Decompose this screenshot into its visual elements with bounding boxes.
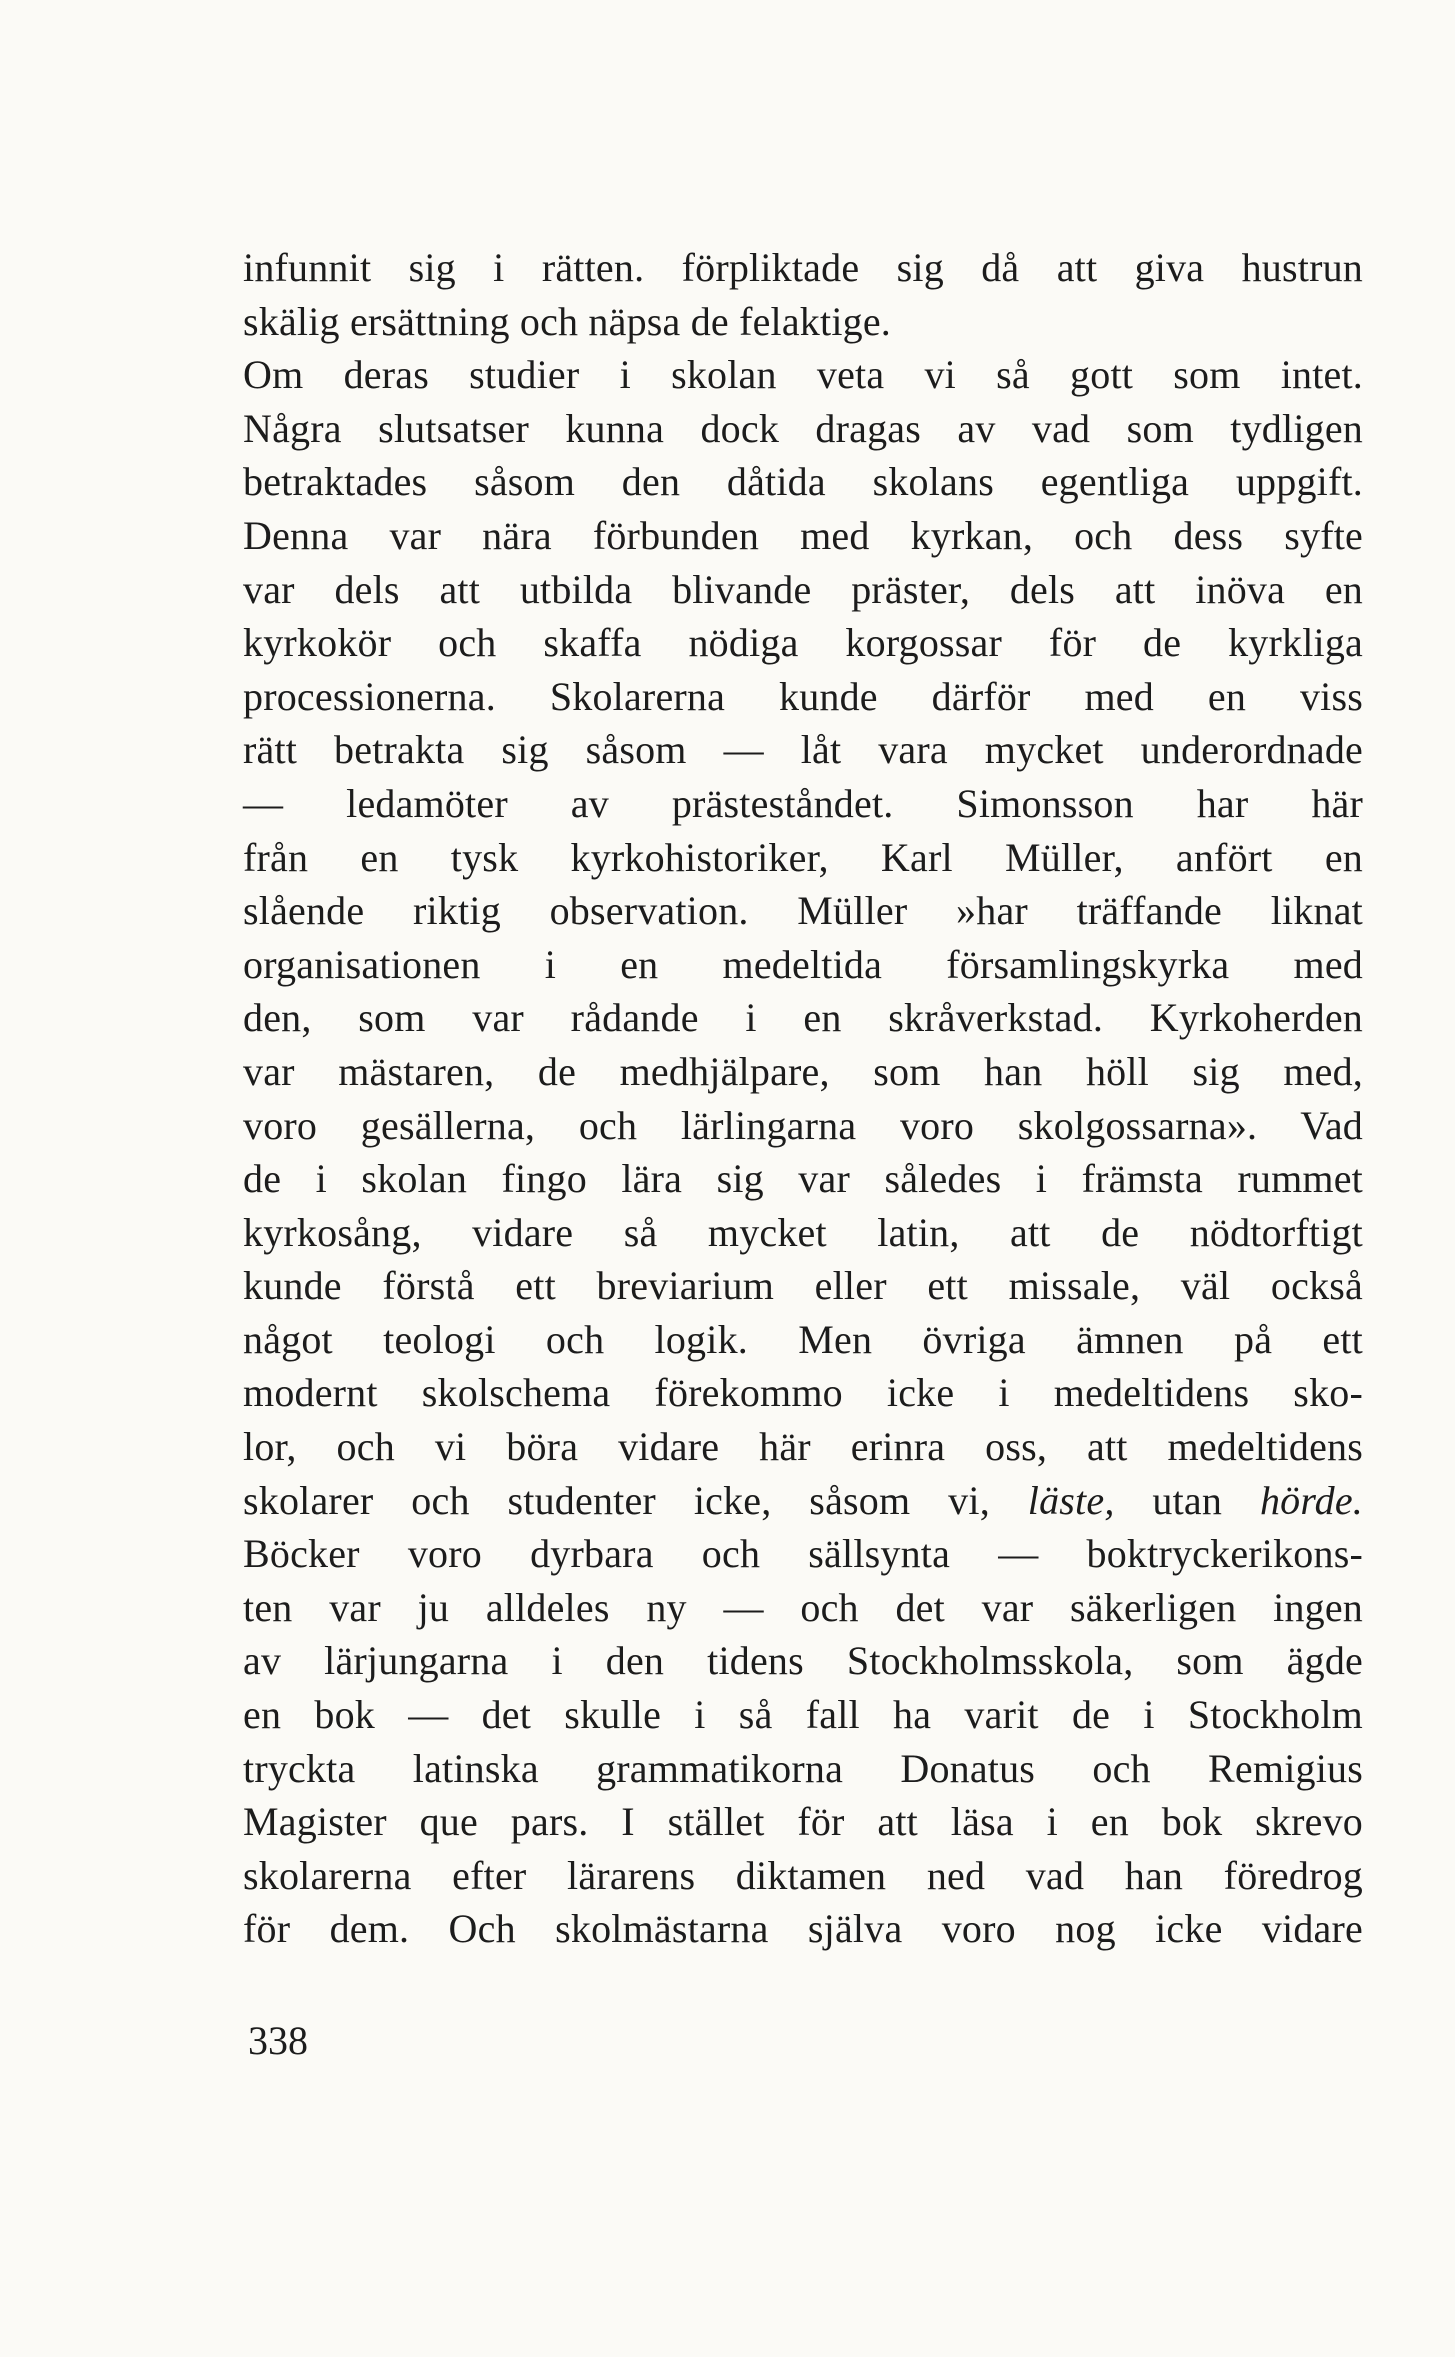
text-line: den, som var rådande i en skråverkstad. Kyrkoherden xyxy=(243,995,1363,1041)
text-line: Böcker voro dyrbara och sällsynta — boktryckerikons- xyxy=(243,1531,1363,1577)
text-line: Magister que pars. I stället för att läsa i en bok skrevo xyxy=(243,1799,1363,1845)
page-number: 338 xyxy=(248,2018,308,2063)
text-line: de i skolan fingo lära sig var således i främsta rummet xyxy=(243,1156,1363,1202)
text-line: kyrkosång, vidare så mycket latin, att de nödtorftigt xyxy=(243,1209,1363,1255)
text-line: organisationen i en medeltida församlingskyrka med xyxy=(243,941,1363,987)
text-line: tryckta latinska grammatikorna Donatus och Remigius xyxy=(243,1745,1363,1791)
text-segment: skolarer och studenter icke, såsom vi, xyxy=(243,1477,1028,1523)
text-line: något teologi och logik. Men övriga ämnen på ett xyxy=(243,1316,1363,1362)
text-line: en bok — det skulle i så fall ha varit de i Stockholm xyxy=(243,1692,1363,1738)
text-line: processionerna. Skolarerna kunde därför med en viss xyxy=(243,673,1363,719)
text-line: slående riktig observation. Müller »har träffande liknat xyxy=(243,888,1363,934)
body-text xyxy=(243,241,1363,1956)
text-line: betraktades såsom den dåtida skolans egentliga uppgift. xyxy=(243,459,1363,505)
text-line: kunde förstå ett breviarium eller ett missale, väl också xyxy=(243,1263,1363,1309)
text-line: var dels att utbilda blivande präster, dels att inöva en xyxy=(243,566,1363,612)
text-line: från en tysk kyrkohistoriker, Karl Müller, anfört en xyxy=(243,834,1363,880)
text-line: voro gesällerna, och lärlingarna voro skolgossarna». Vad xyxy=(243,1102,1363,1148)
text-line: Om deras studier i skolan veta vi så gott som intet. xyxy=(243,352,1363,398)
text-line: ten var ju alldeles ny — och det var säkerligen ingen xyxy=(243,1584,1363,1630)
text-line: Denna var nära förbunden med kyrkan, och dess syfte xyxy=(243,512,1363,558)
text-segment: utan xyxy=(1114,1477,1260,1523)
text-line: skolarerna efter lärarens diktamen ned vad han föredrog xyxy=(243,1852,1363,1898)
text-line: infunnit sig i rätten. förpliktade sig då att giva hustrun xyxy=(243,245,1363,290)
text-line: — ledamöter av prästeståndet. Simonsson har här xyxy=(243,780,1363,826)
text-line: av lärjungarna i den tidens Stockholmsskola, som ägde xyxy=(243,1638,1363,1684)
text-line: kyrkokör och skaffa nödiga korgossar för de kyrkliga xyxy=(243,620,1363,666)
text-line: var mästaren, de medhjälpare, som han höll sig med, xyxy=(243,1048,1363,1094)
text-line: lor, och vi böra vidare här erinra oss, att medeltidens xyxy=(243,1424,1363,1470)
text-line: rätt betrakta sig såsom — låt vara mycket underordnade xyxy=(243,727,1363,773)
text-line: Några slutsatser kunna dock dragas av vad som tydligen xyxy=(243,405,1363,451)
text-line: för dem. Och skolmästarna själva voro nog icke vidare xyxy=(243,1906,1363,1952)
text-line-with-italics xyxy=(243,1474,1363,1528)
italic-word: läste, xyxy=(1027,1477,1115,1523)
text-line: modernt skolschema förekommo icke i medeltidens sko- xyxy=(243,1370,1363,1416)
text-line: skälig ersättning och näpsa de felaktige. xyxy=(243,298,891,344)
italic-word: hörde. xyxy=(1259,1477,1363,1523)
